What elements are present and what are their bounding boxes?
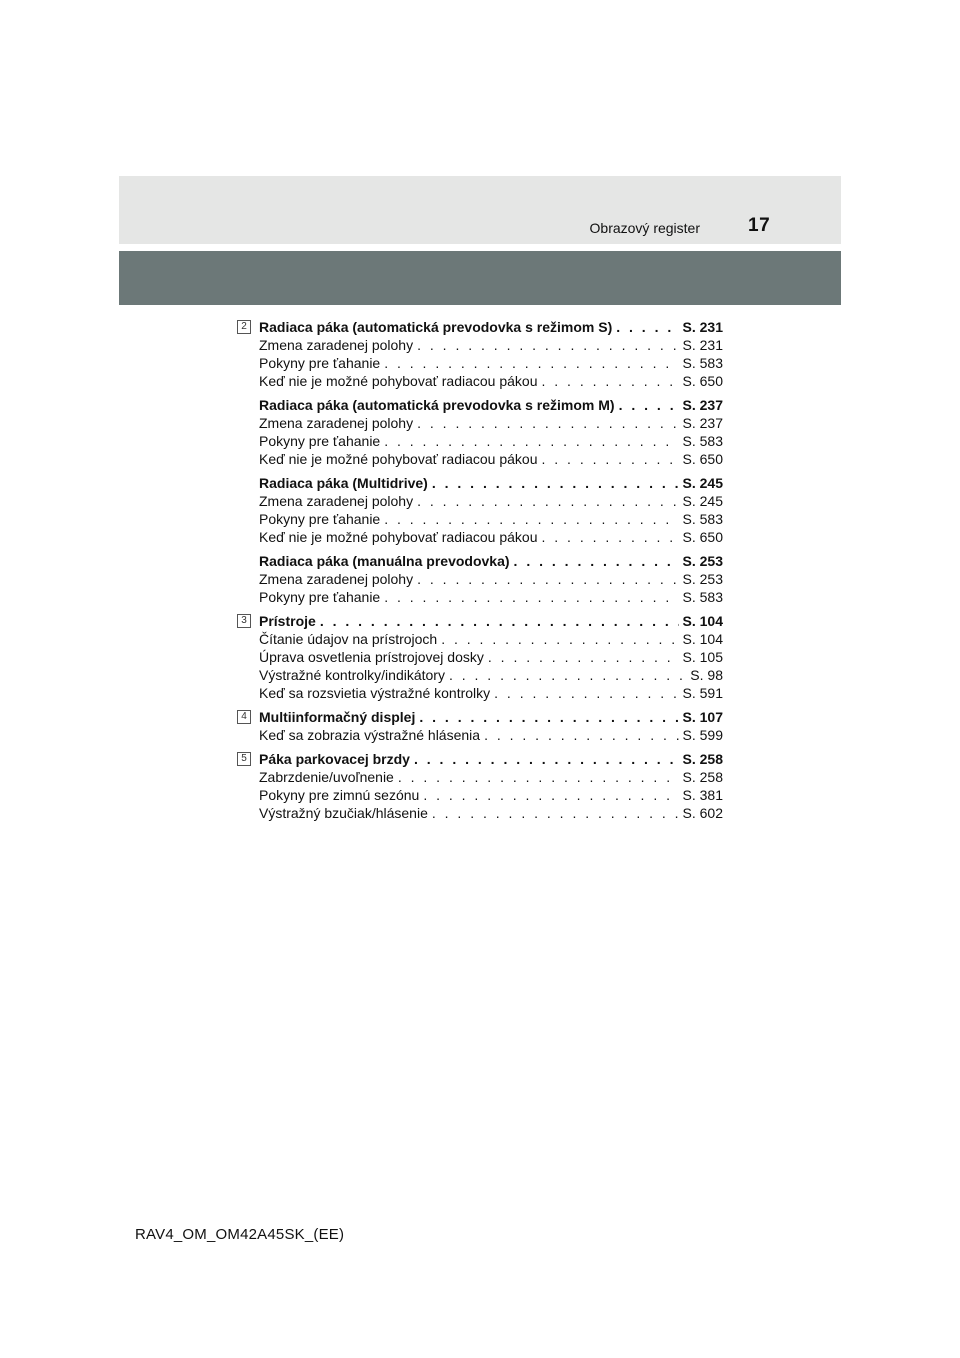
page-reference: S. 104: [682, 613, 723, 629]
index-group: [237, 750, 723, 822]
page-reference: S. 258: [682, 751, 723, 767]
index-group: [237, 318, 723, 606]
entry-label: Prístroje: [259, 613, 316, 629]
item-number-marker: 4: [237, 710, 251, 724]
page-reference: S. 245: [682, 475, 723, 491]
page-number: 17: [748, 215, 771, 236]
index-entry-sub[interactable]: [259, 630, 723, 648]
index-entry-sub[interactable]: [259, 804, 723, 822]
item-number-marker: 2: [237, 320, 251, 334]
index-entry-main[interactable]: [259, 708, 723, 726]
entry-label: Výstražný bzučiak/hlásenie: [259, 805, 428, 821]
index-entry-sub[interactable]: [259, 510, 723, 528]
index-entry-sub[interactable]: [259, 768, 723, 786]
item-number-marker: 5: [237, 752, 251, 766]
entry-label: Zabrzdenie/uvoľnenie: [259, 769, 394, 785]
dot-leader: [432, 804, 679, 822]
index-entry-sub[interactable]: [259, 666, 723, 684]
page-reference: S. 602: [682, 805, 723, 821]
index-entry-main[interactable]: [259, 552, 723, 570]
entry-label: Keď nie je možné pohybovať radiacou pákou: [259, 451, 538, 467]
index-content: [237, 318, 723, 822]
index-entry-sub[interactable]: [259, 726, 723, 744]
dot-leader: [419, 708, 678, 726]
index-entry-sub[interactable]: [259, 336, 723, 354]
entry-label: Keď sa zobrazia výstražné hlásenia: [259, 727, 481, 743]
entry-label: Čítanie údajov na prístrojoch: [259, 631, 438, 647]
dot-leader: [619, 396, 679, 414]
index-entry-sub[interactable]: [259, 786, 723, 804]
index-entry-main[interactable]: [259, 474, 723, 492]
page-reference: S. 650: [682, 373, 723, 389]
page-reference: S. 381: [682, 787, 723, 803]
dot-leader: [417, 570, 678, 588]
entry-label: Radiaca páka (automatická prevodovka s režimom S): [259, 319, 613, 335]
dot-leader: [417, 492, 678, 510]
page-reference: S. 245: [682, 493, 723, 509]
entry-label: Radiaca páka (Multidrive): [259, 475, 428, 491]
index-entry-sub[interactable]: [259, 354, 723, 372]
page-reference: S. 583: [682, 589, 723, 605]
index-entry-sub[interactable]: [259, 588, 723, 606]
page-reference: S. 104: [682, 631, 723, 647]
index-entry-sub[interactable]: [259, 648, 723, 666]
entry-label: Úprava osvetlenia prístrojovej dosky: [259, 649, 484, 665]
document-code: RAV4_OM_OM42A45SK_(EE): [135, 1226, 345, 1243]
dot-leader: [384, 354, 678, 372]
page-reference: S. 107: [682, 709, 723, 725]
dot-leader: [320, 612, 679, 630]
page-reference: S. 583: [682, 355, 723, 371]
header-band: [119, 176, 841, 244]
index-entry-sub[interactable]: [259, 372, 723, 390]
dot-leader: [384, 510, 678, 528]
page-reference: S. 237: [682, 397, 723, 413]
page-reference: S. 583: [682, 433, 723, 449]
index-group: [237, 612, 723, 702]
entry-label: Keď nie je možné pohybovať radiacou pákou: [259, 529, 538, 545]
dot-leader: [514, 552, 679, 570]
entry-label: Keď nie je možné pohybovať radiacou pákou: [259, 373, 538, 389]
page-reference: S. 231: [682, 319, 723, 335]
dot-leader: [423, 786, 678, 804]
page-reference: S. 105: [682, 649, 723, 665]
dot-leader: [616, 318, 678, 336]
index-entry-sub[interactable]: [259, 432, 723, 450]
section-title: Obrazový register: [589, 220, 700, 236]
entry-label: Radiaca páka (automatická prevodovka s režimom M): [259, 397, 615, 413]
entry-label: Zmena zaradenej polohy: [259, 337, 414, 353]
entry-label: Keď sa rozsvietia výstražné kontrolky: [259, 685, 491, 701]
page-reference: S. 253: [682, 553, 723, 569]
page-reference: S. 583: [682, 511, 723, 527]
dot-leader: [398, 768, 679, 786]
entry-label: Páka parkovacej brzdy: [259, 751, 410, 767]
entry-label: Zmena zaradenej polohy: [259, 571, 414, 587]
entry-label: Multiinformačný displej: [259, 709, 416, 725]
dot-leader: [417, 336, 678, 354]
dot-leader: [541, 372, 678, 390]
dot-leader: [441, 630, 678, 648]
dot-leader: [384, 588, 678, 606]
page-reference: S. 650: [682, 529, 723, 545]
dot-leader: [449, 666, 686, 684]
dot-leader: [417, 414, 678, 432]
page-reference: S. 599: [682, 727, 723, 743]
page-reference: S. 650: [682, 451, 723, 467]
entry-label: Pokyny pre ťahanie: [259, 433, 381, 449]
index-entry-sub[interactable]: [259, 684, 723, 702]
page-reference: S. 231: [682, 337, 723, 353]
page-reference: S. 98: [690, 667, 723, 683]
dot-leader: [541, 450, 678, 468]
dot-leader: [541, 528, 678, 546]
dot-leader: [414, 750, 679, 768]
entry-label: Zmena zaradenej polohy: [259, 493, 414, 509]
page-reference: S. 253: [682, 571, 723, 587]
entry-label: Pokyny pre ťahanie: [259, 511, 381, 527]
index-entry-sub[interactable]: [259, 450, 723, 468]
index-entry-sub[interactable]: [259, 528, 723, 546]
dot-leader: [494, 684, 678, 702]
index-entry-main[interactable]: [259, 318, 723, 336]
page-reference: S. 591: [682, 685, 723, 701]
dot-leader: [488, 648, 679, 666]
dot-leader: [484, 726, 678, 744]
section-banner: [119, 251, 841, 305]
dot-leader: [432, 474, 679, 492]
index-entry-sub[interactable]: [259, 570, 723, 588]
entry-label: Zmena zaradenej polohy: [259, 415, 414, 431]
page-reference: S. 237: [682, 415, 723, 431]
index-entry-main[interactable]: [259, 396, 723, 414]
index-entry-sub[interactable]: [259, 414, 723, 432]
entry-label: Výstražné kontrolky/indikátory: [259, 667, 445, 683]
entry-label: Pokyny pre ťahanie: [259, 589, 381, 605]
page-reference: S. 258: [682, 769, 723, 785]
item-number-marker: 3: [237, 614, 251, 628]
index-group: [237, 708, 723, 744]
index-entry-main[interactable]: [259, 612, 723, 630]
dot-leader: [384, 432, 678, 450]
entry-label: Pokyny pre ťahanie: [259, 355, 381, 371]
index-entry-main[interactable]: [259, 750, 723, 768]
entry-label: Pokyny pre zimnú sezónu: [259, 787, 420, 803]
entry-label: Radiaca páka (manuálna prevodovka): [259, 553, 510, 569]
index-entry-sub[interactable]: [259, 492, 723, 510]
